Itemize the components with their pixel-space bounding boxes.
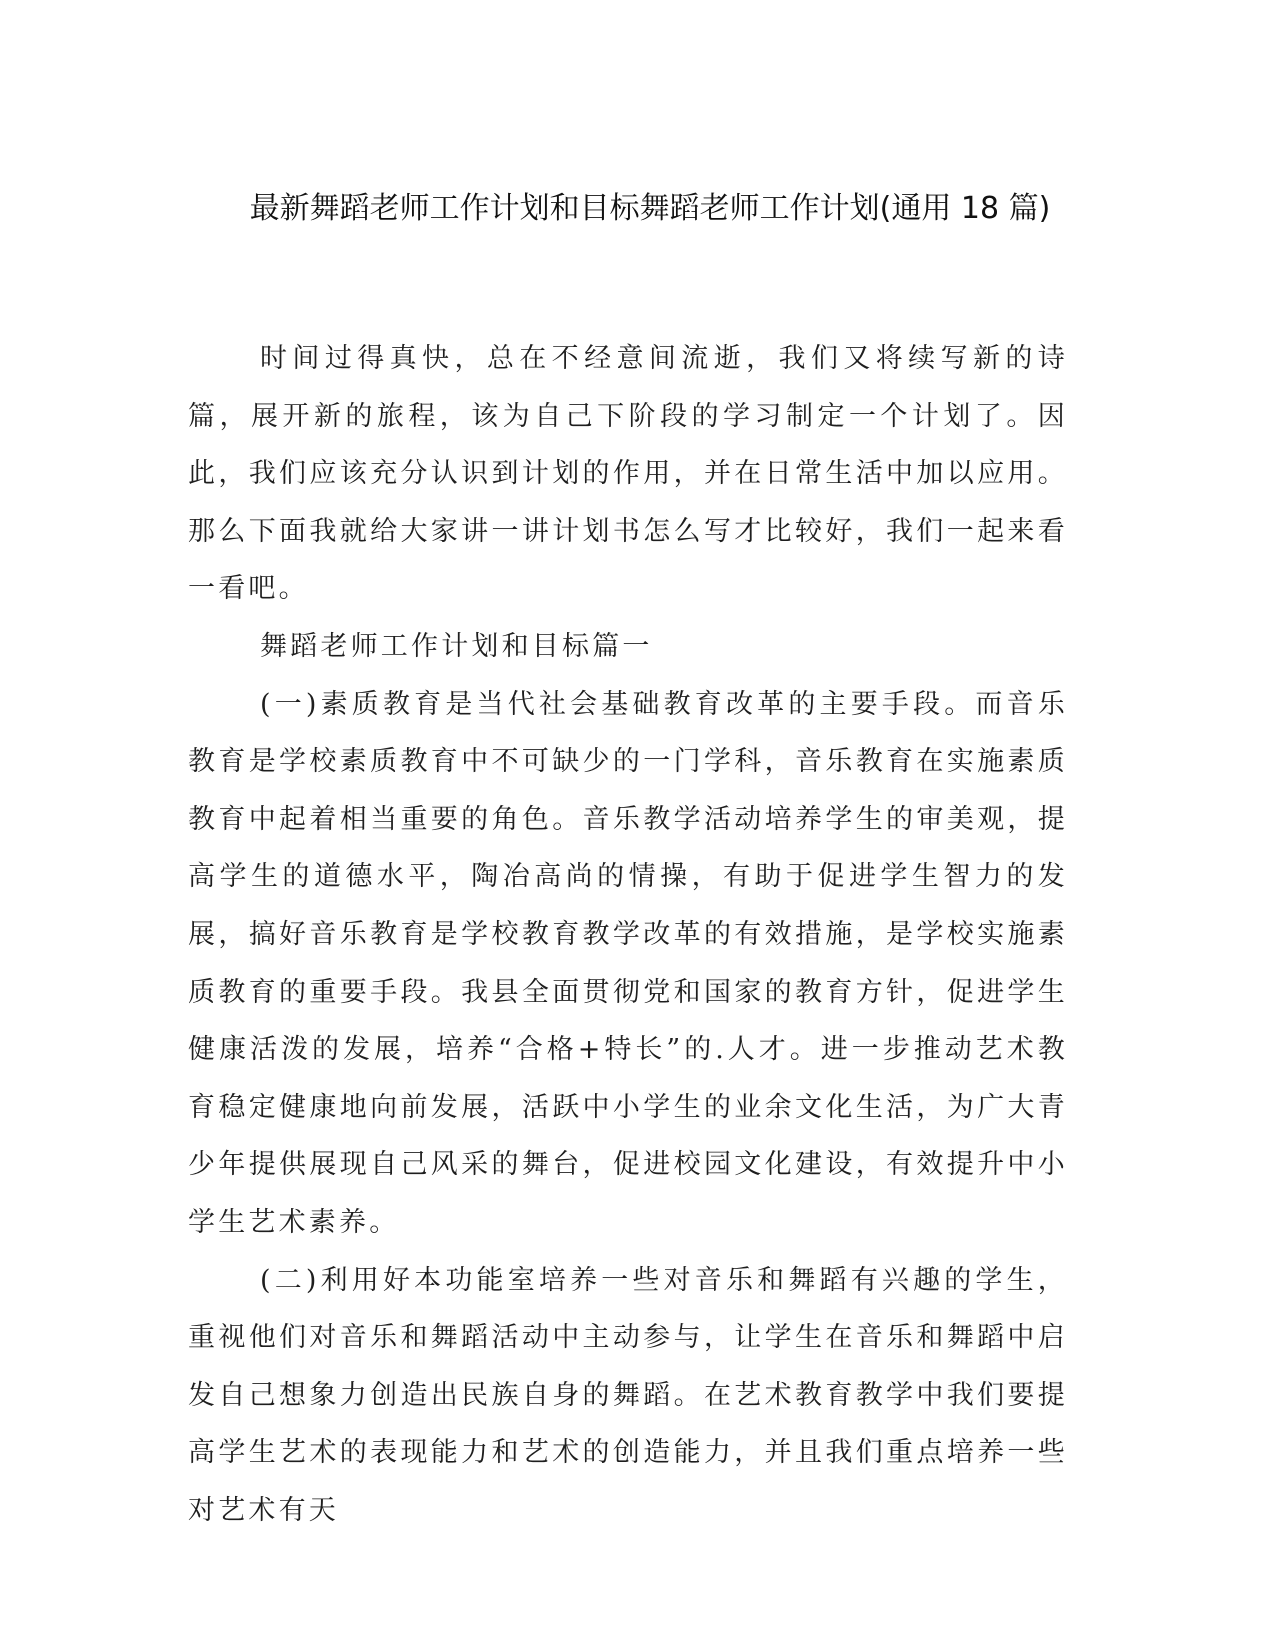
section-heading: 舞蹈老师工作计划和目标篇一 — [260, 630, 653, 662]
body-paragraph-2: (二)利用好本功能室培养一些对音乐和舞蹈有兴趣的学生，重视他们对音乐和舞蹈活动中主动参与，让学生在音乐和舞蹈中启发自己想象力创造出民族自身的舞蹈。在艺术教育教学中我们要提高学生艺术的表现能力和艺术的创造能力，并且我们重点培养一些对艺术有天 — [188, 1264, 1068, 1526]
body-paragraph-1: (一)素质教育是当代社会基础教育改革的主要手段。而音乐教育是学校素质教育中不可缺少的一门学科，音乐教育在实施素质教育中起着相当重要的角色。音乐教学活动培养学生的审美观，提高学生的道德水平，陶冶高尚的情操，有助于促进学生智力的发展，搞好音乐教育是学校教育教学改革的有效措施，是学校实施素质教育的重要手段。我县全面贯彻党和国家的教育方针，促进学生健康活泼的发展，培养“合格+特长”的.人才。进一步推动艺术教育稳定健康地向前发展，活跃中小学生的业余文化生活，为广大青少年提供展现自己风采的舞台，促进校园文化建设，有效提升中小学生艺术素养。 — [188, 688, 1068, 1238]
document-body — [188, 330, 1068, 1539]
intro-paragraph: 时间过得真快，总在不经意间流逝，我们又将续写新的诗篇，展开新的旅程，该为自己下阶段的学习制定一个计划了。因此，我们应该充分认识到计划的作用，并在日常生活中加以应用。那么下面我就给大家讲一讲计划书怎么写才比较好，我们一起来看一看吧。 — [188, 343, 1068, 605]
document-title: 最新舞蹈老师工作计划和目标舞蹈老师工作计划(通用 18 篇) — [249, 191, 1051, 226]
